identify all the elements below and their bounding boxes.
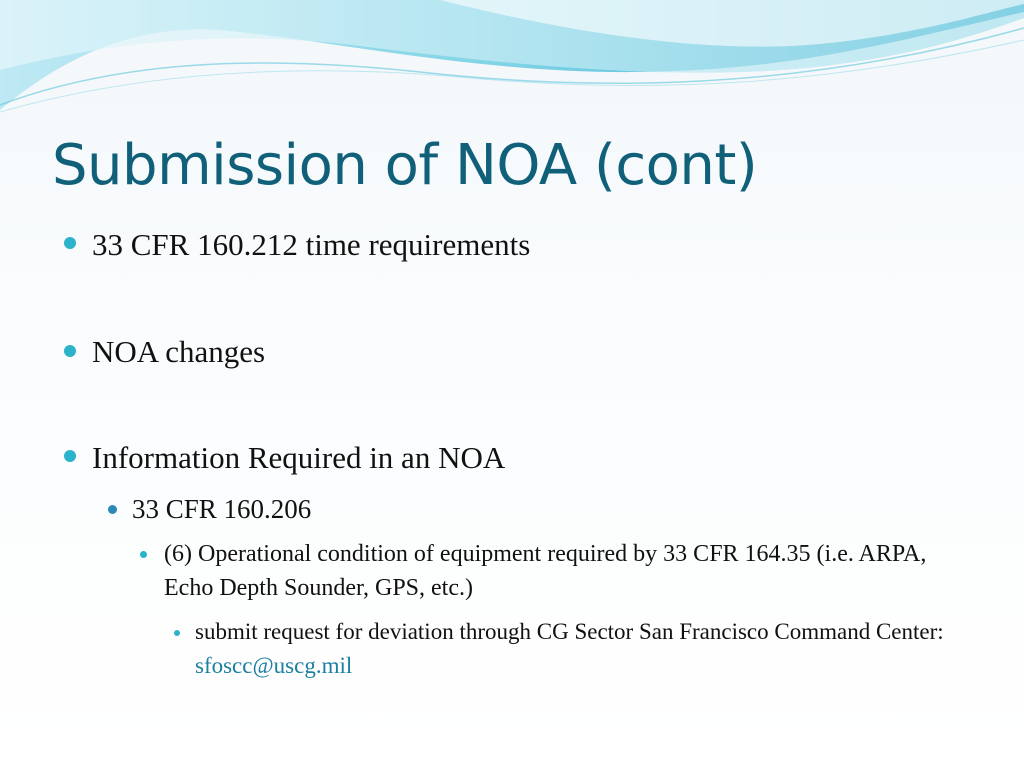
bullet-item-information-required: Information Required in an NOA — [92, 440, 506, 475]
bullet-item-time-requirements: 33 CFR 160.212 time requirements — [92, 227, 531, 262]
bullet-dot-1 — [64, 237, 76, 249]
header-wave-decoration — [0, 0, 1024, 120]
bullet-dot-2 — [64, 345, 76, 357]
deviation-request-text: submit request for deviation through CG Sector San Francisco Command Center: — [195, 619, 944, 644]
bullet-dot-3-1-1-1 — [174, 630, 180, 636]
bullet-subsubsubitem-deviation-request — [195, 615, 985, 683]
bullet-dot-3-1 — [108, 505, 117, 514]
slide-title: Submission of NOA (cont) — [52, 133, 758, 198]
bullet-dot-3 — [64, 450, 76, 462]
bullet-subitem-cfr-160-206: 33 CFR 160.206 — [132, 494, 312, 524]
bullet-dot-3-1-1 — [140, 551, 147, 558]
email-link[interactable]: sfoscc@uscg.mil — [195, 653, 353, 678]
bullet-item-noa-changes: NOA changes — [92, 334, 266, 369]
bullet-subsubitem-operational-condition: (6) Operational condition of equipment required by 33 CFR 164.35 (i.e. ARPA, Echo Depth Sounder, GPS, etc.) — [164, 541, 927, 601]
